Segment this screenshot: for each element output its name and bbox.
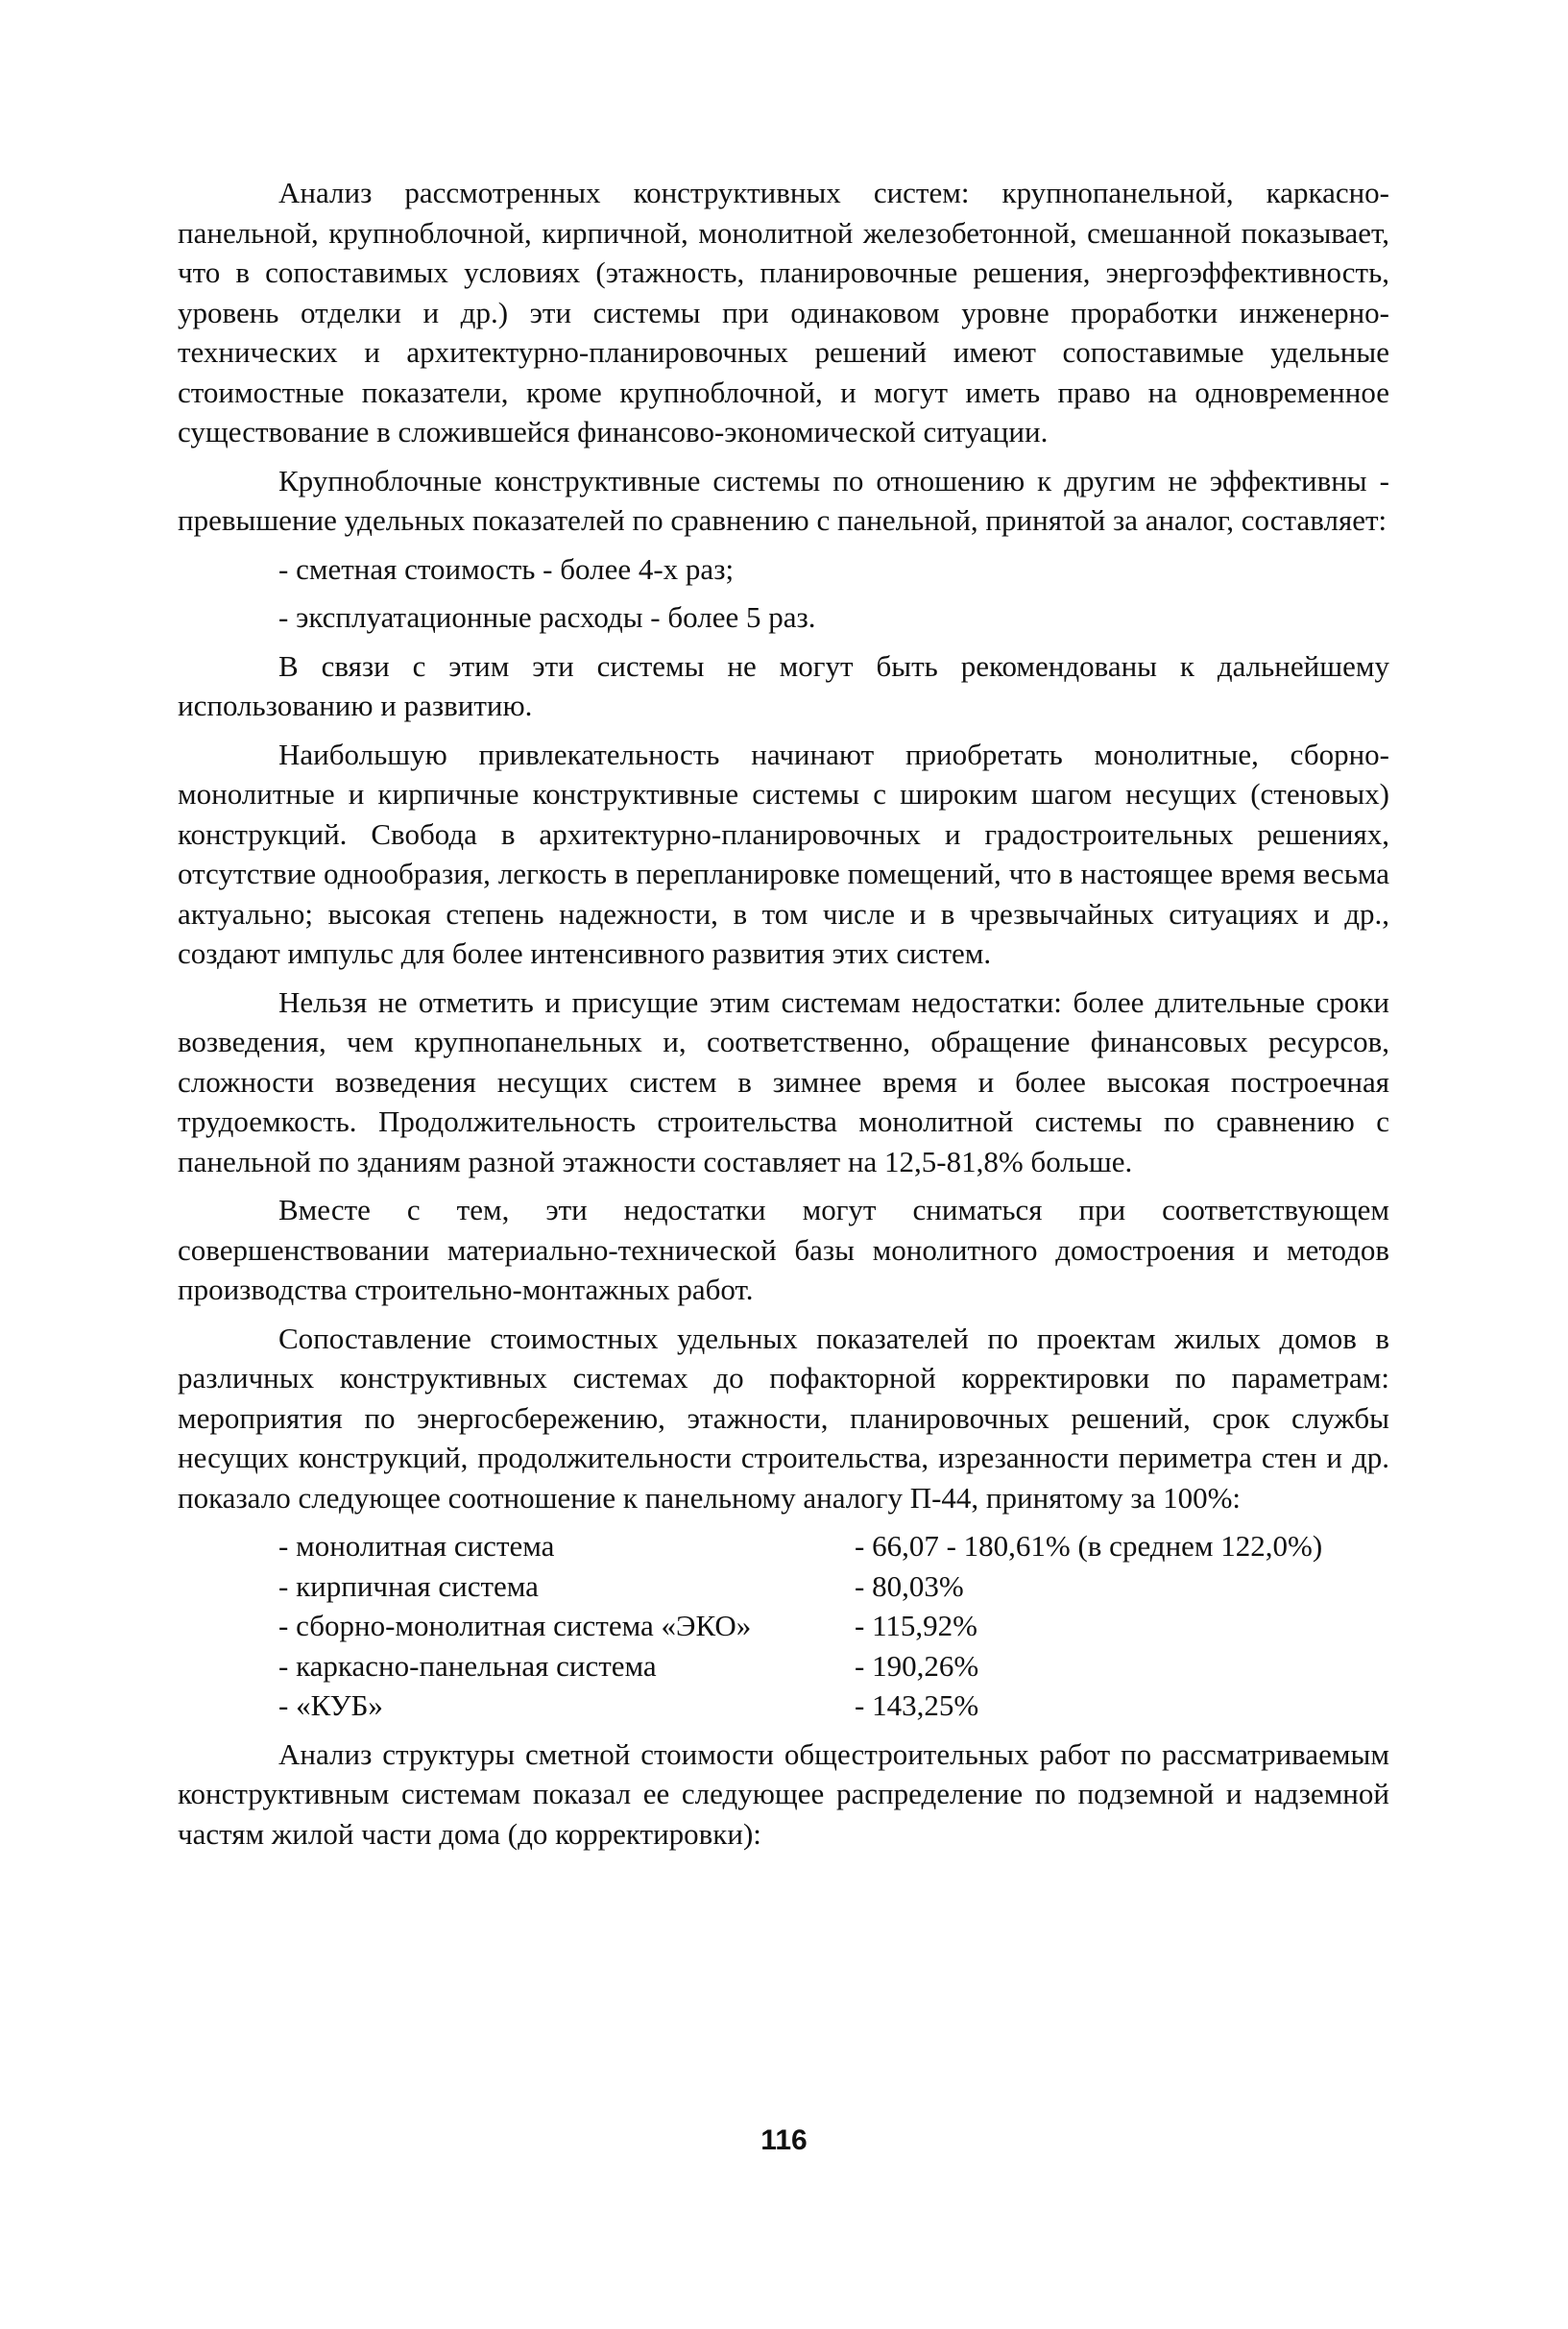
paragraph-analysis-systems: Анализ рассмотренных конструктивных систем: крупнопанельной, каркасно-панельной, крупноблочной, кирпичной, монолитной железобетонной, смешанной показывает, что в сопоставимых условиях (этажность, планировочные решения, энергоэффективность, уровень отделки и др.) эти системы при одинаковом уровне проработки инженерно-технических и архитектурно-планировочных решений имеют сопоставимые удельные стоимостные показатели, кроме крупноблочной, и могут иметь право на одновременное существование в сложившейся финансово-экономической ситуации. bbox=[178, 176, 1389, 449]
ratio-label: - сборно-монолитная система «ЭКО» bbox=[278, 1609, 752, 1642]
page-number: 116 bbox=[760, 2124, 808, 2156]
ratio-row bbox=[278, 1526, 1322, 1566]
ratio-row bbox=[278, 1566, 1322, 1607]
paragraph-block-systems: Крупноблочные конструктивные системы по отношению к другим не эффективны - превышение удельных показателей по сравнению с панельной, принятой за аналог, составляет: bbox=[178, 463, 1389, 537]
paragraph-improvement: Вместе с тем, эти недостатки могут сниматься при соответствующем совершенствовании материально-технической базы монолитного домостроения и методов производства строительно-монтажных работ. bbox=[178, 1193, 1389, 1306]
paragraph-drawbacks: Нельзя не отметить и присущие этим системам недостатки: более длительные сроки возведения, чем крупнопанельных и, соответственно, обращение финансовых ресурсов, сложности возведения несущих систем в зимнее время и более высокая построечная трудоемкость. Продолжительность строительства монолитной системы по сравнению с панельной по зданиям разной этажности составляет на 12,5-81,8% больше. bbox=[178, 984, 1389, 1178]
ratio-label: - каркасно-панельная система bbox=[278, 1648, 657, 1683]
paragraph-cost-structure: Анализ структуры сметной стоимости общестроительных работ по рассматриваемым конструктивным системам показал ее следующее распределение по подземной и надземной частям жилой части дома (до корректировки): bbox=[178, 1736, 1389, 1851]
ratio-label: - монолитная система bbox=[278, 1529, 555, 1563]
ratio-label: - «КУБ» bbox=[278, 1688, 383, 1722]
ratio-row bbox=[278, 1606, 1322, 1646]
paragraph-comparison: Сопоставление стоимостных удельных показателей по проектам жилых домов в различных конструктивных системах до пофакторной корректировки по параметрам: мероприятия по энергосбережению, этажности, планировочных решений, срок службы несущих конструкций, продолжительности строительства, изрезанности периметра стен и др. показало следующее соотношение к панельному аналогу П-44, принятому за 100%: bbox=[178, 1321, 1389, 1515]
ratio-row bbox=[278, 1686, 1322, 1726]
ratio-label: - кирпичная система bbox=[278, 1568, 539, 1603]
ratio-row bbox=[278, 1646, 1322, 1686]
ratio-value: - 80,03% bbox=[855, 1568, 964, 1603]
ratio-table bbox=[278, 1526, 1322, 1726]
paragraph-attractiveness: Наибольшую привлекательность начинают приобретать монолитные, сборно-монолитные и кирпичные конструктивные системы с широким шагом несущих (стеновых) конструкций. Свобода в архитектурно-планировочных и градостроительных решениях, отсутствие однообразия, легкость в перепланировке помещений, что в настоящее время весьма актуально; высокая степень надежности, в том числе и в чрезвычайных ситуациях и др., создают импульс для более интенсивного развития этих систем. bbox=[178, 737, 1389, 970]
page-body bbox=[178, 173, 1389, 1862]
ratio-value: - 115,92% bbox=[855, 1609, 977, 1642]
paragraph-not-recommended: В связи с этим эти системы не могут быть рекомендованы к дальнейшему использованию и развитию. bbox=[178, 648, 1389, 722]
list-item-operating-costs: - эксплуатационные расходы - более 5 раз. bbox=[278, 600, 816, 634]
ratio-value: - 190,26% bbox=[855, 1648, 979, 1683]
list-item-estimated-cost: - сметная стоимость - более 4-х раз; bbox=[278, 551, 735, 586]
ratio-value: - 66,07 - 180,61% (в среднем 122,0%) bbox=[855, 1529, 1323, 1563]
ratio-value: - 143,25% bbox=[855, 1688, 979, 1722]
